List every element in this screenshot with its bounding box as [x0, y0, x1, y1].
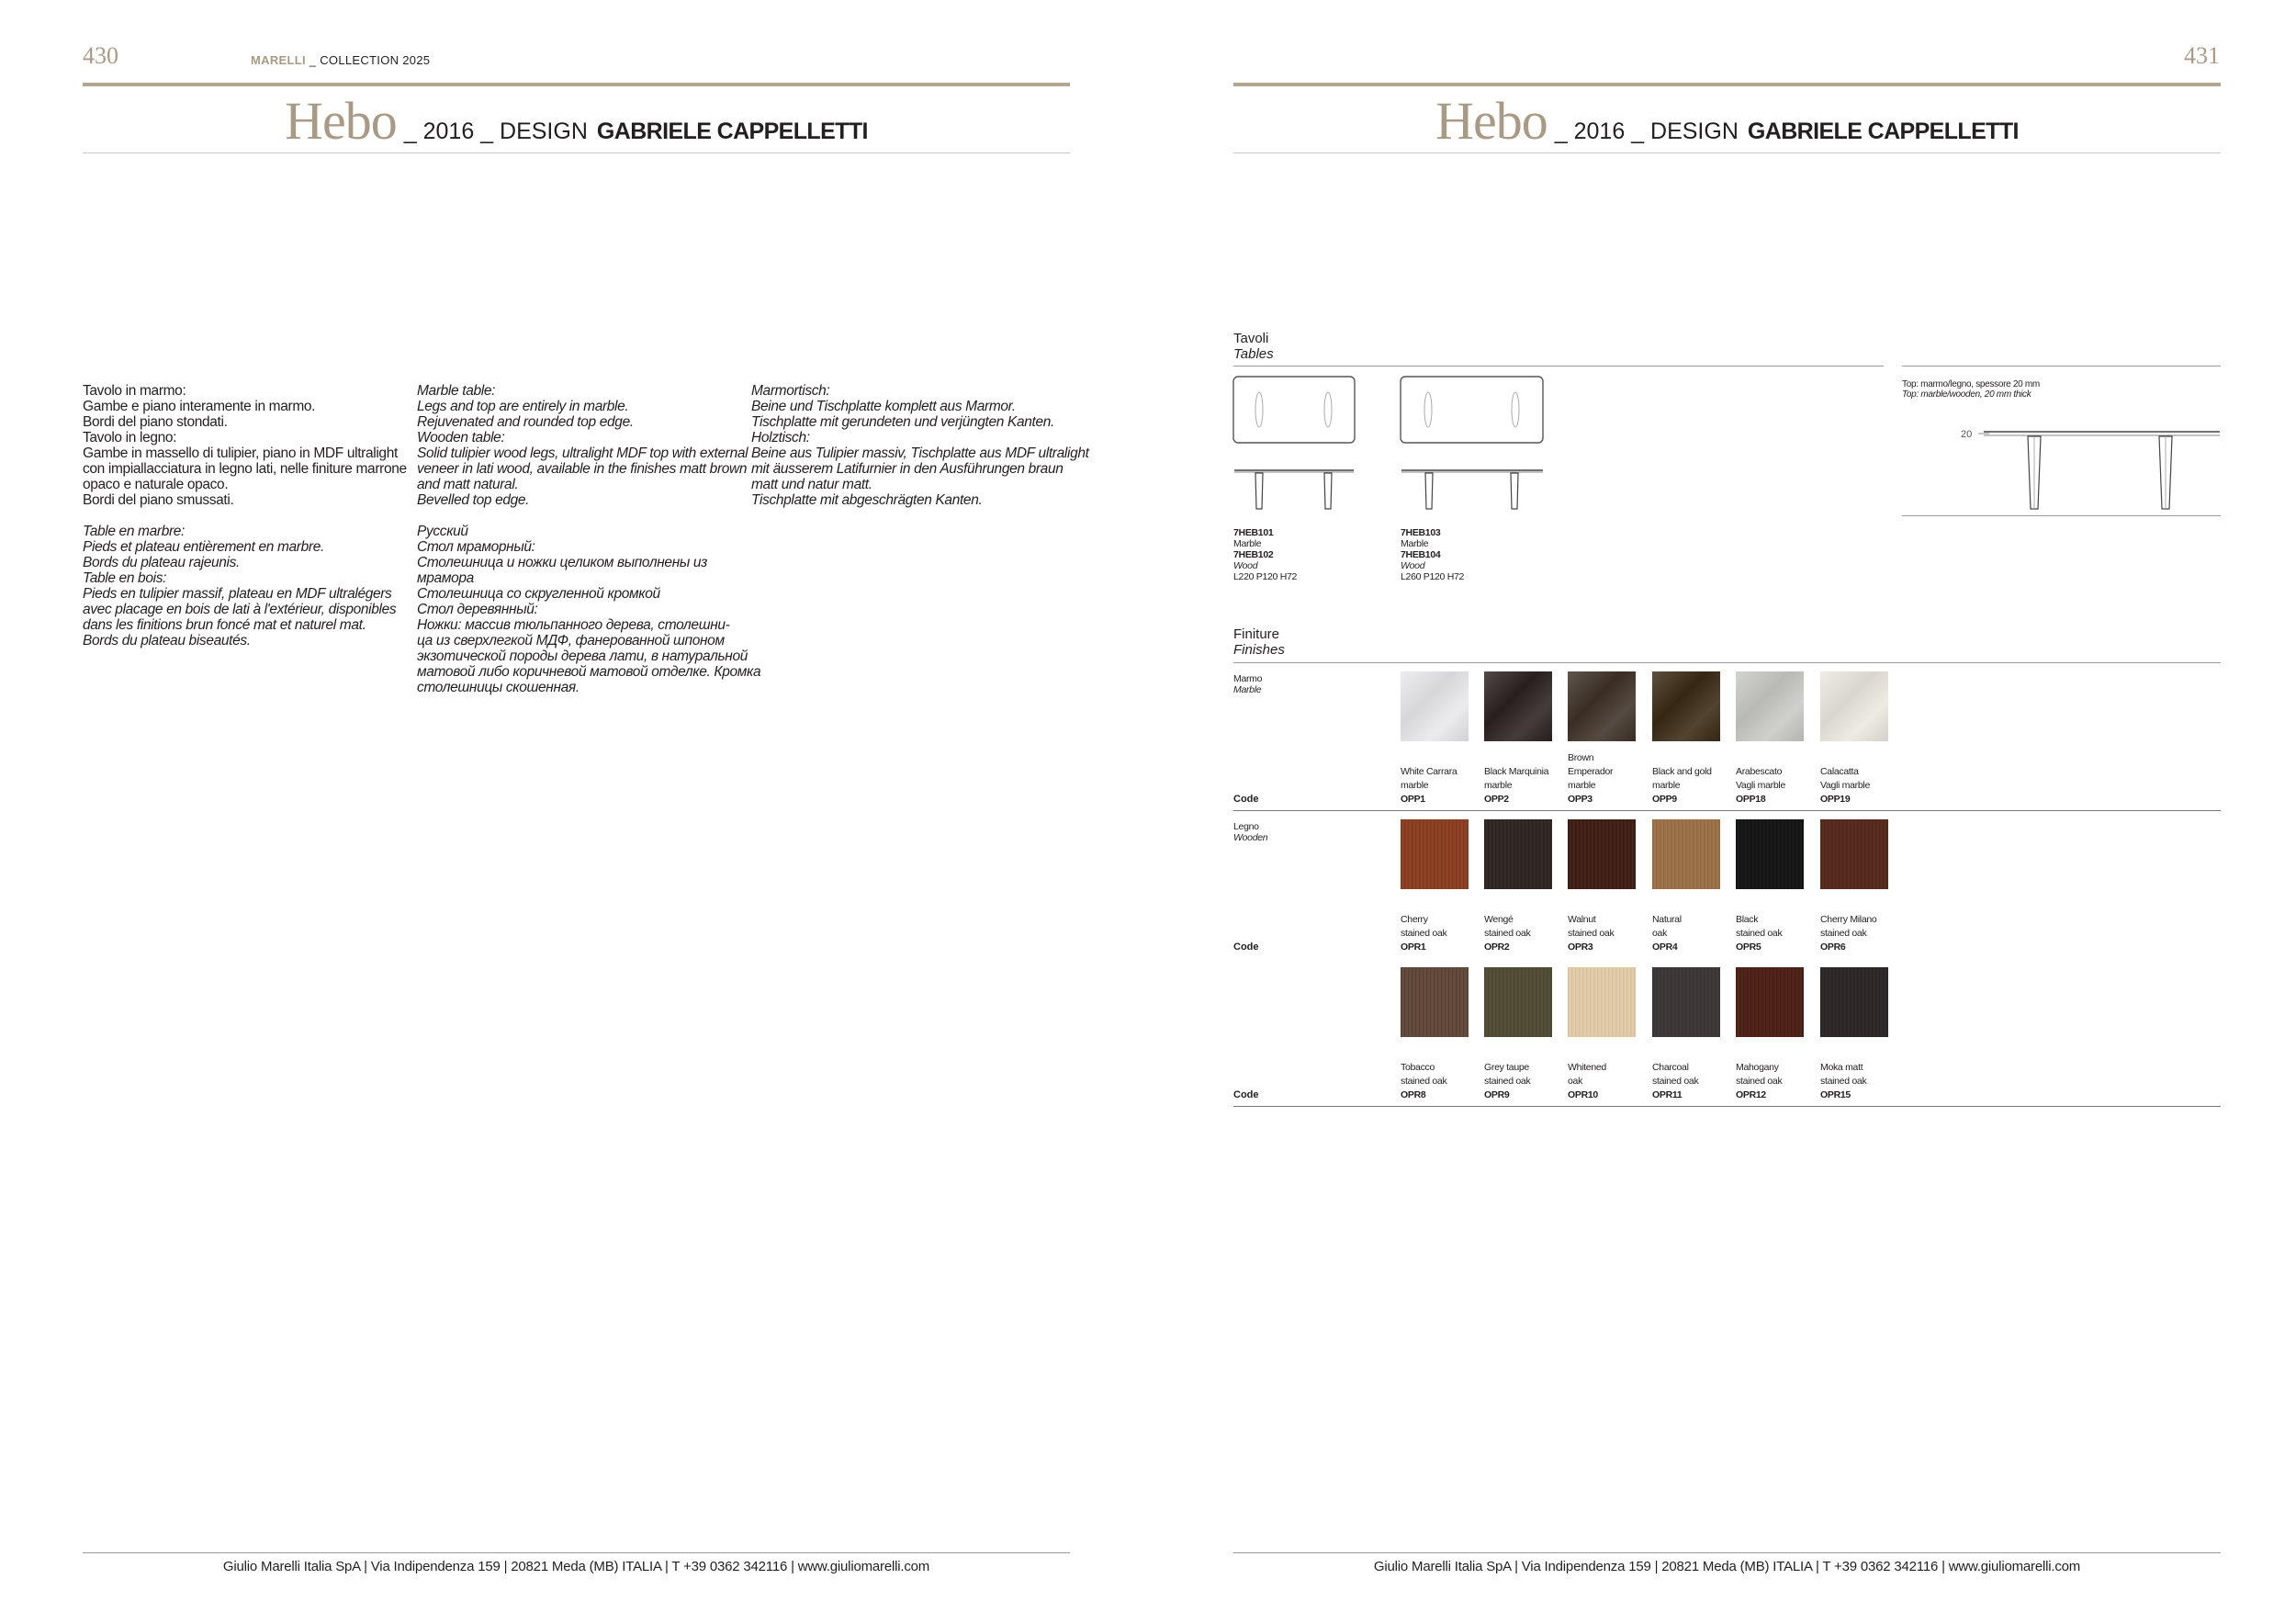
- finish-code: OPR11: [1652, 1089, 1683, 1100]
- description-line: экзотической породы дерева лати, в натуральной: [417, 648, 748, 664]
- code-label-wood-2: Code: [1233, 1089, 1259, 1100]
- finish-label: [1484, 751, 1567, 806]
- finish-name-line: Cherry Milano: [1820, 914, 1877, 925]
- finish-name-line: oak: [1652, 928, 1668, 939]
- description-line: Gambe in massello di tulipier, piano in MDF ultralight: [83, 445, 398, 461]
- finish-code: OPP3: [1568, 794, 1593, 805]
- table-side-drawing: [1956, 423, 2223, 514]
- finish-name-line: stained oak: [1401, 928, 1447, 939]
- finish-name-line: Natural: [1652, 914, 1682, 925]
- finish-code: OPR9: [1484, 1089, 1510, 1100]
- top-note-rule: [1902, 366, 2221, 367]
- finish-name-line: marble: [1568, 780, 1596, 791]
- footer-rule-right: [1233, 1552, 2221, 1553]
- description-line: Столешница и ножки целиком выполнены из: [417, 555, 708, 570]
- code-label-marble: Code: [1233, 794, 1259, 805]
- finish-code: OPR10: [1568, 1089, 1598, 1100]
- page-number-left: 430: [83, 42, 118, 69]
- finish-label: [1484, 1061, 1567, 1102]
- finish-label: [1820, 751, 1903, 806]
- description-line: Table en bois:: [83, 570, 167, 586]
- description-line: Beine und Tischplatte komplett aus Marmor.: [751, 399, 1016, 414]
- finish-swatch[interactable]: [1484, 819, 1552, 889]
- finish-label: [1736, 913, 1818, 954]
- tables-section-heading: [1233, 331, 1274, 362]
- description-line: Holztisch:: [751, 430, 810, 445]
- finish-name-line: Vagli marble: [1820, 780, 1870, 791]
- description-column-3: [751, 383, 1089, 508]
- finish-swatch[interactable]: [1736, 819, 1804, 889]
- description-line: Solid tulipier wood legs, ultralight MDF top with external: [417, 445, 748, 461]
- collection-label: _ COLLECTION 2025: [305, 53, 431, 67]
- brand-name: MARELLI: [251, 53, 306, 67]
- top-note-en: Top: marble/wooden, 20 mm thick: [1902, 389, 2032, 400]
- finish-swatch[interactable]: [1820, 671, 1888, 741]
- finish-swatch[interactable]: [1484, 967, 1552, 1037]
- finish-name-line: [1484, 751, 1567, 765]
- top-note-it: Top: marmo/legno, spessore 20 mm: [1902, 379, 2040, 389]
- finish-label: [1820, 1061, 1903, 1102]
- header-rule-right: [1233, 83, 2221, 86]
- finish-swatch[interactable]: [1401, 671, 1469, 741]
- product-year: _ 2016 _ DESIGN: [403, 118, 588, 144]
- finish-swatch[interactable]: [1736, 967, 1804, 1037]
- description-column-1: [83, 383, 413, 648]
- finish-name-line: [1401, 751, 1483, 765]
- finish-swatch[interactable]: [1401, 819, 1469, 889]
- description-line: dans les finitions brun foncé mat et naturel mat.: [83, 617, 366, 633]
- finish-name-line: stained oak: [1484, 1076, 1531, 1087]
- finish-name-line: stained oak: [1820, 1076, 1867, 1087]
- finish-label: [1736, 751, 1818, 806]
- finish-code: OPR5: [1736, 942, 1761, 953]
- finish-name-line: stained oak: [1484, 928, 1531, 939]
- product-code-wood: 7HEB102: [1233, 549, 1274, 560]
- finish-code: OPP19: [1820, 794, 1851, 805]
- product-dimensions: L220 P120 H72: [1233, 571, 1298, 582]
- finish-name-line: stained oak: [1652, 1076, 1699, 1087]
- side-drawing-rule: [1902, 515, 2221, 516]
- finish-label: [1652, 913, 1735, 954]
- finish-swatch[interactable]: [1652, 967, 1720, 1037]
- description-line: Pieds et plateau entièrement en marbre.: [83, 539, 324, 555]
- product-codes-260: [1401, 527, 1464, 582]
- finish-name-line: [1820, 751, 1903, 765]
- finish-label: [1484, 913, 1567, 954]
- finish-code: OPR4: [1652, 942, 1678, 953]
- finish-name-line: stained oak: [1568, 928, 1615, 939]
- finish-label: [1736, 1061, 1818, 1102]
- brand-header: [251, 53, 430, 67]
- finish-name-line: Walnut: [1568, 914, 1596, 925]
- description-line: Tavolo in marmo:: [83, 383, 186, 399]
- description-line: Tavolo in legno:: [83, 430, 177, 445]
- finishes-rule: [1233, 662, 2221, 663]
- finish-name-line: Moka matt: [1820, 1062, 1863, 1073]
- finish-label: [1401, 913, 1483, 954]
- tables-label-en: Tables: [1233, 346, 1274, 362]
- finish-code: OPP2: [1484, 794, 1509, 805]
- table-drawing-220: [1232, 375, 1357, 513]
- finish-name-line: Black: [1736, 914, 1759, 925]
- finish-name-line: Emperador: [1568, 766, 1614, 777]
- description-line: Стол деревянный:: [417, 602, 538, 617]
- finish-name-line: stained oak: [1736, 1076, 1783, 1087]
- finish-label: [1568, 1061, 1650, 1102]
- finish-name-line: Cherry: [1401, 914, 1428, 925]
- finish-name-line: Arabescato: [1736, 766, 1783, 777]
- finish-swatch[interactable]: [1736, 671, 1804, 741]
- description-line: matt und natur matt.: [751, 477, 872, 492]
- finish-swatch[interactable]: [1820, 819, 1888, 889]
- description-line: Legs and top are entirely in marble.: [417, 399, 629, 414]
- description-line: con impiallacciatura in legno lati, nelle finiture marrone: [83, 461, 407, 477]
- finish-swatch[interactable]: [1484, 671, 1552, 741]
- finish-swatch[interactable]: [1568, 967, 1636, 1037]
- product-material-marble: Marble: [1233, 538, 1262, 549]
- description-column-2: [417, 383, 761, 695]
- tables-rule: [1233, 366, 1884, 367]
- footer-left: Giulio Marelli Italia SpA | Via Indipendenza 159 | 20821 Meda (MB) ITALIA | T +39 0362 342116 | www.giuliomarelli.com: [222, 1559, 930, 1574]
- finish-name-line: Calacatta: [1820, 766, 1859, 777]
- description-line: Bevelled top edge.: [417, 492, 530, 508]
- description-line: Marble table:: [417, 383, 496, 399]
- finish-code: OPR15: [1820, 1089, 1851, 1100]
- finish-code: OPR6: [1820, 942, 1846, 953]
- finish-name-line: [1736, 751, 1818, 765]
- product-name: Hebo: [1435, 91, 1548, 151]
- header-rule-left: [83, 83, 1070, 86]
- description-line: [417, 508, 748, 524]
- finish-name-line: White Carrara: [1401, 766, 1458, 777]
- finish-label: [1820, 913, 1903, 954]
- description-line: Beine aus Tulipier massiv, Tischplatte aus MDF ultralight: [751, 445, 1089, 461]
- description-line: Bords du plateau biseautés.: [83, 633, 251, 648]
- finish-name-line: Tobacco: [1401, 1062, 1435, 1073]
- finish-code: OPR2: [1484, 942, 1510, 953]
- finish-name-line: stained oak: [1820, 928, 1867, 939]
- title-rule-right: [1233, 152, 2221, 153]
- title-rule-left: [83, 152, 1070, 153]
- wood-label: Legno: [1233, 821, 1259, 832]
- finishes-label: Finiture: [1233, 626, 1280, 642]
- finish-name-line: stained oak: [1736, 928, 1783, 939]
- finish-name-line: Charcoal: [1652, 1062, 1689, 1073]
- designer-name: GABRIELE CAPPELLETTI: [1747, 118, 2019, 144]
- page-number-right: 431: [2184, 42, 2220, 69]
- description-line: Table en marbre:: [83, 524, 186, 539]
- product-name: Hebo: [285, 91, 397, 151]
- finish-name-line: Black Marquinia: [1484, 766, 1549, 777]
- description-line: Rejuvenated and rounded top edge.: [417, 414, 634, 430]
- description-line: and matt natural.: [417, 477, 519, 492]
- description-line: veneer in lati wood, available in the finishes matt brown: [417, 461, 748, 477]
- table-drawing-260: [1400, 375, 1547, 513]
- finish-name-line: marble: [1484, 780, 1513, 791]
- finish-label: [1652, 751, 1735, 806]
- wood-group-label: [1233, 821, 1267, 843]
- finish-name-line: marble: [1652, 780, 1681, 791]
- finish-name-line: [1652, 751, 1735, 765]
- page-title-left: [83, 90, 1070, 151]
- finish-name-line: Whitened: [1568, 1062, 1606, 1073]
- finishes-label-en: Finishes: [1233, 642, 1285, 658]
- finish-name-line: Grey taupe: [1484, 1062, 1529, 1073]
- finish-code: OPR1: [1401, 942, 1426, 953]
- svg-text:20: 20: [1961, 429, 1973, 440]
- footer-rule-left: [83, 1552, 1070, 1553]
- finish-label: [1568, 751, 1650, 806]
- description-line: мрамора: [417, 570, 474, 586]
- description-line: [83, 508, 413, 524]
- finish-code: OPR12: [1736, 1089, 1766, 1100]
- finish-code: OPP1: [1401, 794, 1425, 805]
- finish-code: OPP9: [1652, 794, 1677, 805]
- description-line: Столешница со скругленной кромкой: [417, 586, 660, 602]
- description-line: Gambe e piano interamente in marmo.: [83, 399, 316, 414]
- product-codes-220: [1233, 527, 1297, 582]
- finish-swatch[interactable]: [1401, 967, 1469, 1037]
- description-line: opaco e naturale opaco.: [83, 477, 229, 492]
- finish-code: OPR8: [1401, 1089, 1426, 1100]
- product-code-marble: 7HEB101: [1233, 527, 1274, 538]
- tables-label: Tavoli: [1233, 331, 1269, 346]
- wood-label-en: Wooden: [1233, 832, 1268, 843]
- wood-group-rule: [1233, 1106, 2221, 1107]
- code-label-wood-1: Code: [1233, 942, 1259, 953]
- finish-swatch[interactable]: [1568, 819, 1636, 889]
- product-code-wood: 7HEB104: [1401, 549, 1441, 560]
- finish-label: [1401, 1061, 1483, 1102]
- product-material-wood: Wood: [1233, 560, 1258, 571]
- finish-label: [1401, 751, 1483, 806]
- description-line: Wooden table:: [417, 430, 505, 445]
- description-line: Pieds en tulipier massif, plateau en MDF ultralégers: [83, 586, 392, 602]
- marble-label: Marmo: [1233, 673, 1263, 684]
- product-code-marble: 7HEB103: [1401, 527, 1441, 538]
- designer-name: GABRIELE CAPPELLETTI: [596, 118, 868, 144]
- description-line: столешницы скошенная.: [417, 680, 580, 695]
- description-line: Стол мраморный:: [417, 539, 535, 555]
- description-line: Bordi del piano smussati.: [83, 492, 234, 508]
- finish-name-line: Vagli marble: [1736, 780, 1785, 791]
- description-line: Русский: [417, 524, 468, 539]
- finish-code: OPP18: [1736, 794, 1766, 805]
- marble-group-rule: [1233, 810, 2221, 811]
- product-year: _ 2016 _ DESIGN: [1554, 118, 1739, 144]
- finish-label: [1652, 1061, 1735, 1102]
- description-line: avec placage en bois de lati à l'extérieur, disponibles: [83, 602, 397, 617]
- finish-swatch[interactable]: [1652, 819, 1720, 889]
- finishes-section-heading: [1233, 626, 1285, 658]
- description-line: ца из сверхлегкой МДФ, фанерованной шпоном: [417, 633, 725, 648]
- finish-code: OPR3: [1568, 942, 1593, 953]
- page-title-right: [1233, 90, 2221, 151]
- description-line: Bordi del piano stondati.: [83, 414, 228, 430]
- finish-swatch[interactable]: [1568, 671, 1636, 741]
- description-line: Bords du plateau rajeunis.: [83, 555, 240, 570]
- finish-name-line: Mahogany: [1736, 1062, 1779, 1073]
- finish-name-line: oak: [1568, 1076, 1583, 1087]
- description-line: Ножки: массив тюльпанного дерева, столешни-: [417, 617, 730, 633]
- finish-name-line: marble: [1401, 780, 1429, 791]
- marble-label-en: Marble: [1233, 684, 1262, 695]
- description-line: Tischplatte mit abgeschrägten Kanten.: [751, 492, 983, 508]
- product-material-wood: Wood: [1401, 560, 1425, 571]
- description-line: mit äusserem Latifurnier in den Ausführungen braun: [751, 461, 1064, 477]
- product-material-marble: Marble: [1401, 538, 1429, 549]
- finish-name-line: stained oak: [1401, 1076, 1447, 1087]
- top-note: [1902, 379, 2040, 400]
- footer-right: Giulio Marelli Italia SpA | Via Indipendenza 159 | 20821 Meda (MB) ITALIA | T +39 0362 342116 | www.giuliomarelli.com: [1373, 1559, 2081, 1574]
- marble-group-label: [1233, 673, 1262, 695]
- product-dimensions: L260 P120 H72: [1401, 571, 1465, 582]
- finish-swatch[interactable]: [1820, 967, 1888, 1037]
- description-line: матовой либо коричневой матовой отделке. Кромка: [417, 664, 761, 680]
- finish-name-line: Brown: [1568, 752, 1594, 763]
- description-line: Marmortisch:: [751, 383, 830, 399]
- finish-label: [1568, 913, 1650, 954]
- finish-name-line: Wengé: [1484, 914, 1514, 925]
- finish-name-line: Black and gold: [1652, 766, 1712, 777]
- finish-swatch[interactable]: [1652, 671, 1720, 741]
- description-line: Tischplatte mit gerundeten und verjüngten Kanten.: [751, 414, 1054, 430]
